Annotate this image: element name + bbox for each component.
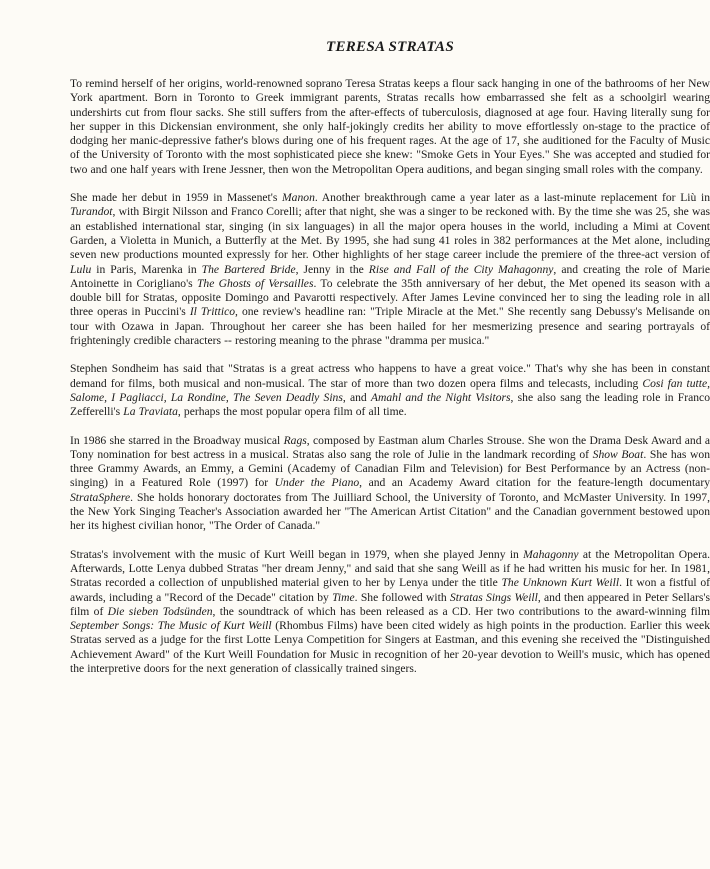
italic-title-text: Die sieben Todsünden [107,604,213,618]
paragraph-text: , one review's headline ran: "Triple Miracle at the Met." She recently sang Debussy's Melisande on tour with Ozawa in Japan. Throughout her career she has been hailed for her mesmerizing presence and searing portrayals of frighteningly credible characters -- restoring meaning to the phrase "dramma per musica." [70,305,710,348]
paragraph-text: , with Birgit Nilsson and Franco Corelli; after that night, she was a singer to be reckoned with. By the time she was 25, she was an established international star, singing (in six languages) in all the major opera houses in the world, including a Mimi at Covent Garden, a Violetta in Munich, a Butterfly at the Met. By 1995, she had sung 41 roles in 382 performances at the Met alone, including seven new productions mounted expressly for her. Other highlights of her stage career include the premiere of the three-act version of [70,205,710,262]
paragraph-text: , and then appeared in Peter Sellars's film of [70,590,710,618]
italic-title-text: Cosi fan tutte, Salome, I Pagliacci, La Rondine, The Seven Deadly Sins [70,376,710,404]
italic-title-text: September Songs: The Music of Kurt Weill [70,619,272,633]
italic-title-text: Manon [282,191,315,205]
paragraph-text: In 1986 she starred in the Broadway musical [70,433,284,447]
paragraph-text: . She has won three Grammy Awards, an Emmy, a Gemini (Academy of Canadian Film and Television) for Best Performance by an Actress (non-singing) in a Featured Role (1997) for [70,447,710,490]
italic-title-text: Time [332,590,355,604]
italic-title-text: Amahl and the Night Visitors [370,390,511,404]
paragraph-text: To remind herself of her origins, world-renowned soprano Teresa Stratas keeps a flour sack hanging in one of the bathrooms of her New York apartment. Born in Toronto to Greek immigrant parents, Stratas recalls how embarrassed she felt as a schoolgirl wearing undershirts cut from flour sacks. She still suffers from the after-effects of tuberculosis, diagnosed at age four. Having literally sung for her supper in this Dickensian environment, she only half-jokingly credits her ability to move effortlessly on-stage to the practice of dodging her manic-depressive father's blows during one of his frequent rages. At the age of 17, she auditioned for the Faculty of Music of the University of Toronto with the most sophisticated piece she knew: "Smoke Gets in Your Eyes." She was accepted and studied for two and one half years with Irene Jessner, then won the Metropolitan Opera auditions, and began singing small roles with the company. [70,77,710,176]
paragraph-text: , and [342,390,371,404]
paragraph-text: , and an Academy Award citation for the feature-length documentary [359,476,710,490]
paragraph-text: . It won a fistful of awards, including a "Record of the Decade" citation by [70,576,710,604]
italic-title-text: The Bartered Bride [201,262,296,276]
paragraph-text: , composed by Eastman alum Charles Strouse. She won the Drama Desk Award and a Tony nomination for best actress in a musical. Stratas also sang the role of Julie in the landmark recording of [70,433,710,461]
italic-title-text: The Ghosts of Versailles [196,276,314,290]
paragraph-text: in Paris, Marenka in [91,262,202,276]
paragraph-text: . She followed with [354,590,450,604]
italic-title-text: StrataSphere [70,490,131,504]
italic-title-text: La Traviata [123,405,178,419]
paragraph-text: . Another breakthrough came a year later as a last-minute replacement for Liù in [314,191,710,205]
italic-title-text: Mahagonny [523,547,579,561]
paragraph-text: Stephen Sondheim has said that "Stratas is a great actress who happens to have a great voice." That's why she has been in constant demand for films, both musical and non-musical. The star of more than two dozen opera films and telecasts, including [70,362,710,390]
paragraph-text: . To celebrate the 35th anniversary of her debut, the Met opened its season with a double bill for Stratas, opposite Domingo and Pavarotti respectively. After James Levine convinced her to sing the leading role in all three operas in Puccini's [70,276,710,319]
paragraph-broadway-awards [70,434,710,534]
paragraph-text: (Rhombus Films) have been cited widely as high points in the production. Earlier this week Stratas served as a judge for the first Lotte Lenya Competition for Singers at Eastman, and this evening she received the "Distinguished Achievement Award" of the Kurt Weill Foundation for Music in recognition of her 20-year devotion to Weill's music, which has opened the interpretive doors for the next generation of classically trained singers. [70,619,710,675]
italic-title-text: Rise and Fall of the City Mahagonny [368,262,554,276]
paragraph-text: , Jenny in the [295,262,369,276]
paragraph-text: , she also sang the leading role in Franco Zefferelli's [70,390,710,419]
italic-title-text: Turandot [70,205,113,219]
paragraph-text: , perhaps the most popular opera film of all time. [177,405,407,419]
paragraph-text: , the soundtrack of which has been released as a CD. Her two contributions to the award-winning film [212,604,710,618]
italic-title-text: Lulu [70,262,92,276]
italic-title-text: Under the Piano [274,476,360,490]
paragraph-text: at the Metropolitan Opera. Afterwards, Lotte Lenya dubbed Stratas "her dream Jenny," and said that she sang Weill as if he had written his music for her. In 1981, Stratas recorded a collection of unpublished material given to her by Lenya under the title [70,547,710,590]
paragraph-debut-career [70,191,710,348]
paragraph-text: Stratas's involvement with the music of Kurt Weill began in 1979, when she played Jenny in [70,547,524,561]
document-title: TERESA STRATAS [325,39,455,55]
italic-title-text: Il Trittico [189,305,236,319]
paragraph-text: She made her debut in 1959 in Massenet's [70,191,283,205]
paragraph-text: . She holds honorary doctorates from The Juilliard School, the University of Toronto, and McMaster University. In 1997, the New York Singing Teacher's Association awarded her "The American Artist Citation" and the Canadian government bestowed upon her its highest civilian honor, "The Order of Canada." [70,490,710,533]
paragraph-films [70,362,710,419]
paragraph-kurt-weill [70,548,710,677]
italic-title-text: The Unknown Kurt Weill [501,576,620,590]
italic-title-text: Stratas Sings Weill [449,590,538,604]
italic-title-text: Rags [283,433,307,447]
italic-title-text: Show Boat [592,447,644,461]
paragraph-origins [70,77,710,177]
paragraph-text: , and creating the role of Marie Antoinette in Corigliano's [70,262,710,290]
